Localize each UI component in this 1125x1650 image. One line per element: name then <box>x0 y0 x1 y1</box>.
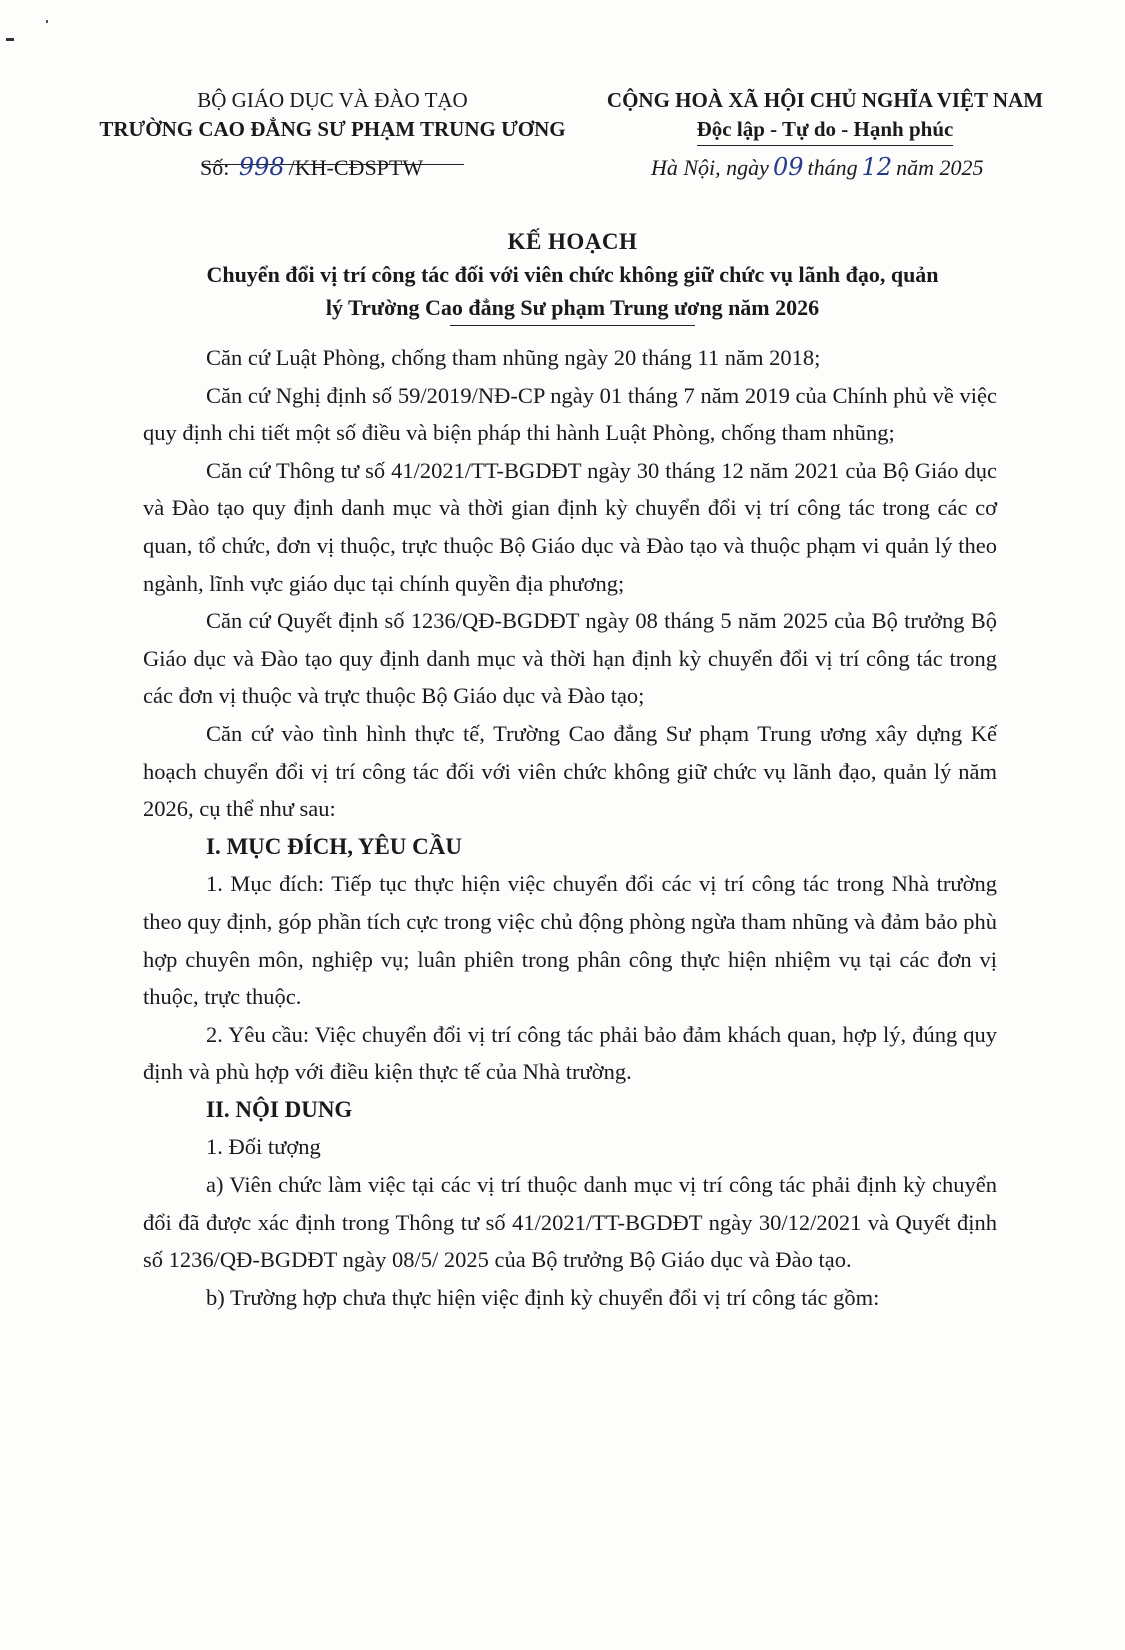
date-year: năm 2025 <box>896 155 984 180</box>
national-motto: Độc lập - Tự do - Hạnh phúc <box>697 115 954 146</box>
school-name: TRƯỜNG CAO ĐẲNG SƯ PHẠM TRUNG ƯƠNG <box>99 117 566 141</box>
document-body <box>143 339 997 1316</box>
date-day: 09 <box>772 153 804 181</box>
subject-heading: 1. Đối tượng <box>206 1134 321 1160</box>
number-handwritten: 998 <box>238 153 285 181</box>
section-heading-2: II. NỘI DUNG <box>206 1096 353 1122</box>
date-month: 12 <box>861 153 893 181</box>
subject-item-a: a) Viên chức làm việc tại các vị trí thuộc danh mục vị trí công tác phải định kỳ chuyển đổi đã được xác định trong Thông tư số 41/2021/TT-BGDĐT ngày 30/12/2021 và Quyết định số 1236/QĐ-BGDĐT ngày 08/5/ 2025 của Bộ trưởng Bộ Giáo dục và Đào tạo. <box>143 1172 997 1273</box>
legal-basis-2: Căn cứ Nghị định số 59/2019/NĐ-CP ngày 01 tháng 7 năm 2019 của Chính phủ về việc quy định chi tiết một số điều và biện pháp thi hành Luật Phòng, chống tham nhũng; <box>143 382 997 446</box>
document-title: KẾ HOẠCH <box>507 229 638 254</box>
number-suffix: /KH-CĐSPTW <box>288 155 424 180</box>
legal-basis-4: Căn cứ Quyết định số 1236/QĐ-BGDĐT ngày 08 tháng 5 năm 2025 của Bộ trưởng Bộ Giáo dục và Đào tạo quy định danh mục và thời hạn định kỳ chuyển đổi vị trí công tác trong các đơn vị thuộc và trực thuộc Bộ Giáo dục và Đào tạo; <box>143 608 997 709</box>
number-prefix: Số: <box>200 155 230 180</box>
country-name: CỘNG HOÀ XÃ HỘI CHỦ NGHĨA VIỆT NAM <box>606 88 1044 112</box>
date-month-label: tháng <box>807 155 858 180</box>
title-underline <box>450 325 695 326</box>
section-heading-1: I. MỤC ĐÍCH, YÊU CẦU <box>206 833 462 859</box>
document-title-block <box>120 227 1025 326</box>
legal-basis-1: Căn cứ Luật Phòng, chống tham nhũng ngày 20 tháng 11 năm 2018; <box>206 345 821 370</box>
national-title-block <box>585 86 1065 146</box>
subject-item-b: b) Trường hợp chưa thực hiện việc định kỳ chuyển đổi vị trí công tác gồm: <box>206 1284 880 1310</box>
purpose-paragraph: 1. Mục đích: Tiếp tục thực hiện việc chuyển đổi các vị trí công tác trong Nhà trường theo quy định, góp phần tích cực trong việc chủ động phòng ngừa tham nhũng và đảm bảo phù hợp chuyên môn, nghiệp vụ; luân phiên trong phân công thực hiện nhiệm vụ tại các đơn vị thuộc, trực thuộc. <box>143 871 997 1010</box>
requirement-paragraph: 2. Yêu cầu: Việc chuyển đổi vị trí công tác phải bảo đảm khách quan, hợp lý, đúng quy định và phù hợp với điều kiện thực tế của Nhà trường. <box>143 1021 997 1085</box>
scan-mark <box>6 38 14 41</box>
date-place: Hà Nội, ngày <box>651 155 769 180</box>
document-date <box>651 153 984 181</box>
scan-speck <box>46 20 48 23</box>
title-subject-line1: Chuyển đổi vị trí công tác đối với viên chức không giữ chức vụ lãnh đạo, quản <box>206 262 939 287</box>
title-subject-line2: lý Trường Cao đẳng Sư phạm Trung ương năm 2026 <box>325 295 820 320</box>
legal-basis-5: Căn cứ vào tình hình thực tế, Trường Cao đẳng Sư phạm Trung ương xây dựng Kế hoạch chuyển đổi vị trí công tác đối với viên chức không giữ chức vụ lãnh đạo, quản lý năm 2026, cụ thể như sau: <box>143 720 997 822</box>
ministry-name: BỘ GIÁO DỤC VÀ ĐÀO TẠO <box>197 88 468 112</box>
legal-basis-3: Căn cứ Thông tư số 41/2021/TT-BGDĐT ngày 30 tháng 12 năm 2021 của Bộ Giáo dục và Đào tạo quy định danh mục và thời gian định kỳ chuyển đổi vị trí công tác trong các cơ quan, tổ chức, đơn vị thuộc, trực thuộc Bộ Giáo dục và Đào tạo và thuộc phạm vi quản lý theo ngành, lĩnh vực giáo dục tại chính quyền địa phương; <box>143 457 997 596</box>
document-number <box>200 153 423 181</box>
